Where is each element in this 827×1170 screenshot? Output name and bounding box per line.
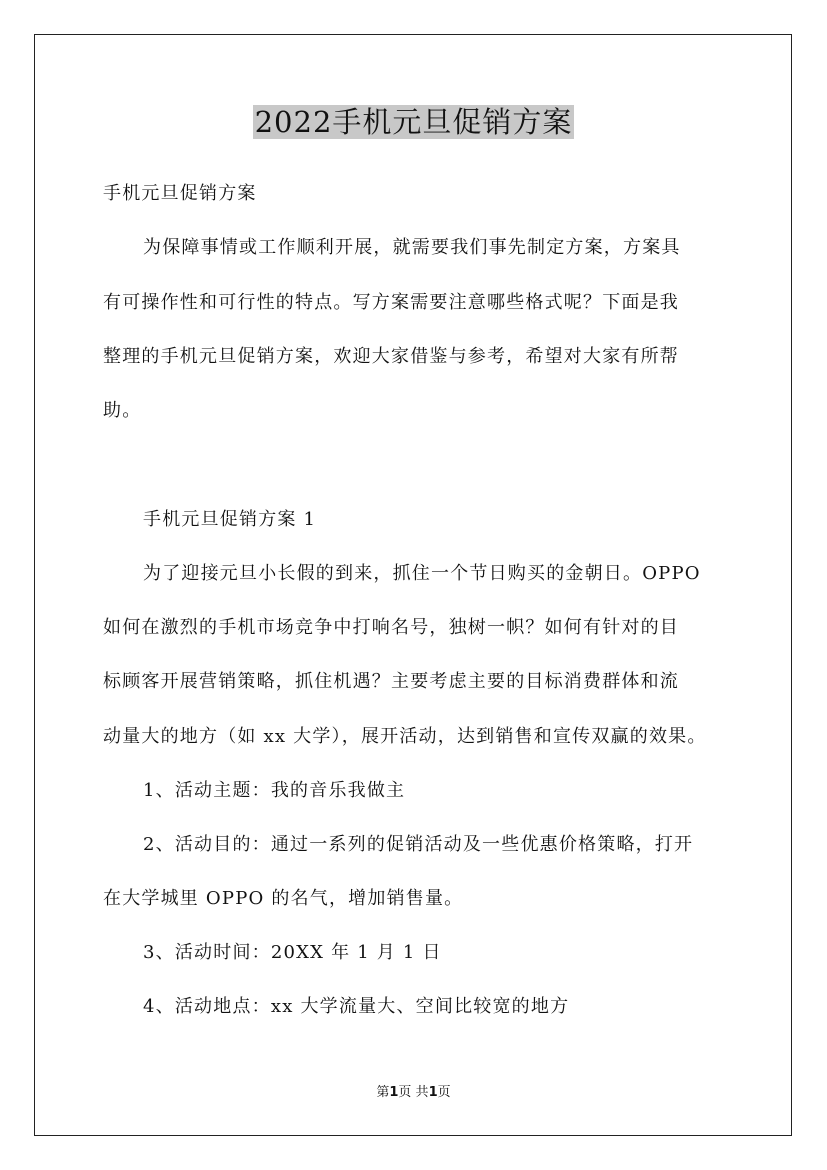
section1-para-line-1: 为了迎接元旦小长假的到来，抓住一个节日购买的金朝日。OPPO — [143, 563, 701, 584]
footer-page-suffix: 页 — [437, 1085, 451, 1100]
activity-time: 3、活动时间：20XX 年 1 月 1 日 — [143, 942, 442, 963]
document-title-text: 2022手机元旦促销方案 — [254, 105, 573, 139]
document-title — [0, 103, 827, 141]
activity-theme: 1、活动主题：我的音乐我做主 — [143, 780, 406, 801]
intro-line-2: 有可操作性和可行性的特点。写方案需要注意哪些格式呢？下面是我 — [103, 292, 679, 313]
intro-line-3: 整理的手机元旦促销方案，欢迎大家借鉴与参考，希望对大家有所帮 — [103, 346, 679, 367]
section1-para-line-2: 如何在激烈的手机市场竞争中打响名号，独树一帜？如何有针对的目 — [103, 617, 679, 638]
footer-page-prefix: 第 — [376, 1085, 390, 1100]
intro-line-1: 为保障事情或工作顺利开展，就需要我们事先制定方案，方案具 — [143, 237, 681, 258]
document-subtitle: 手机元旦促销方案 — [103, 183, 257, 204]
page-footer — [0, 1085, 827, 1101]
section1-heading: 手机元旦促销方案 1 — [143, 509, 317, 530]
activity-purpose-line-2: 在大学城里 OPPO 的名气，增加销售量。 — [103, 888, 464, 909]
section1-para-line-3: 标顾客开展营销策略，抓住机遇？主要考虑主要的目标消费群体和流 — [103, 671, 679, 692]
footer-page-mid: 页 共 — [398, 1085, 429, 1100]
activity-location: 4、活动地点：xx 大学流量大、空间比较宽的地方 — [143, 996, 570, 1017]
footer-page-total: 1 — [428, 1085, 438, 1100]
section1-para-line-4: 动量大的地方（如 xx 大学），展开活动，达到销售和宣传双赢的效果。 — [103, 726, 707, 747]
footer-page-current: 1 — [389, 1085, 399, 1100]
activity-purpose-line-1: 2、活动目的：通过一系列的促销活动及一些优惠价格策略，打开 — [143, 834, 694, 855]
intro-line-4: 助。 — [103, 400, 142, 421]
